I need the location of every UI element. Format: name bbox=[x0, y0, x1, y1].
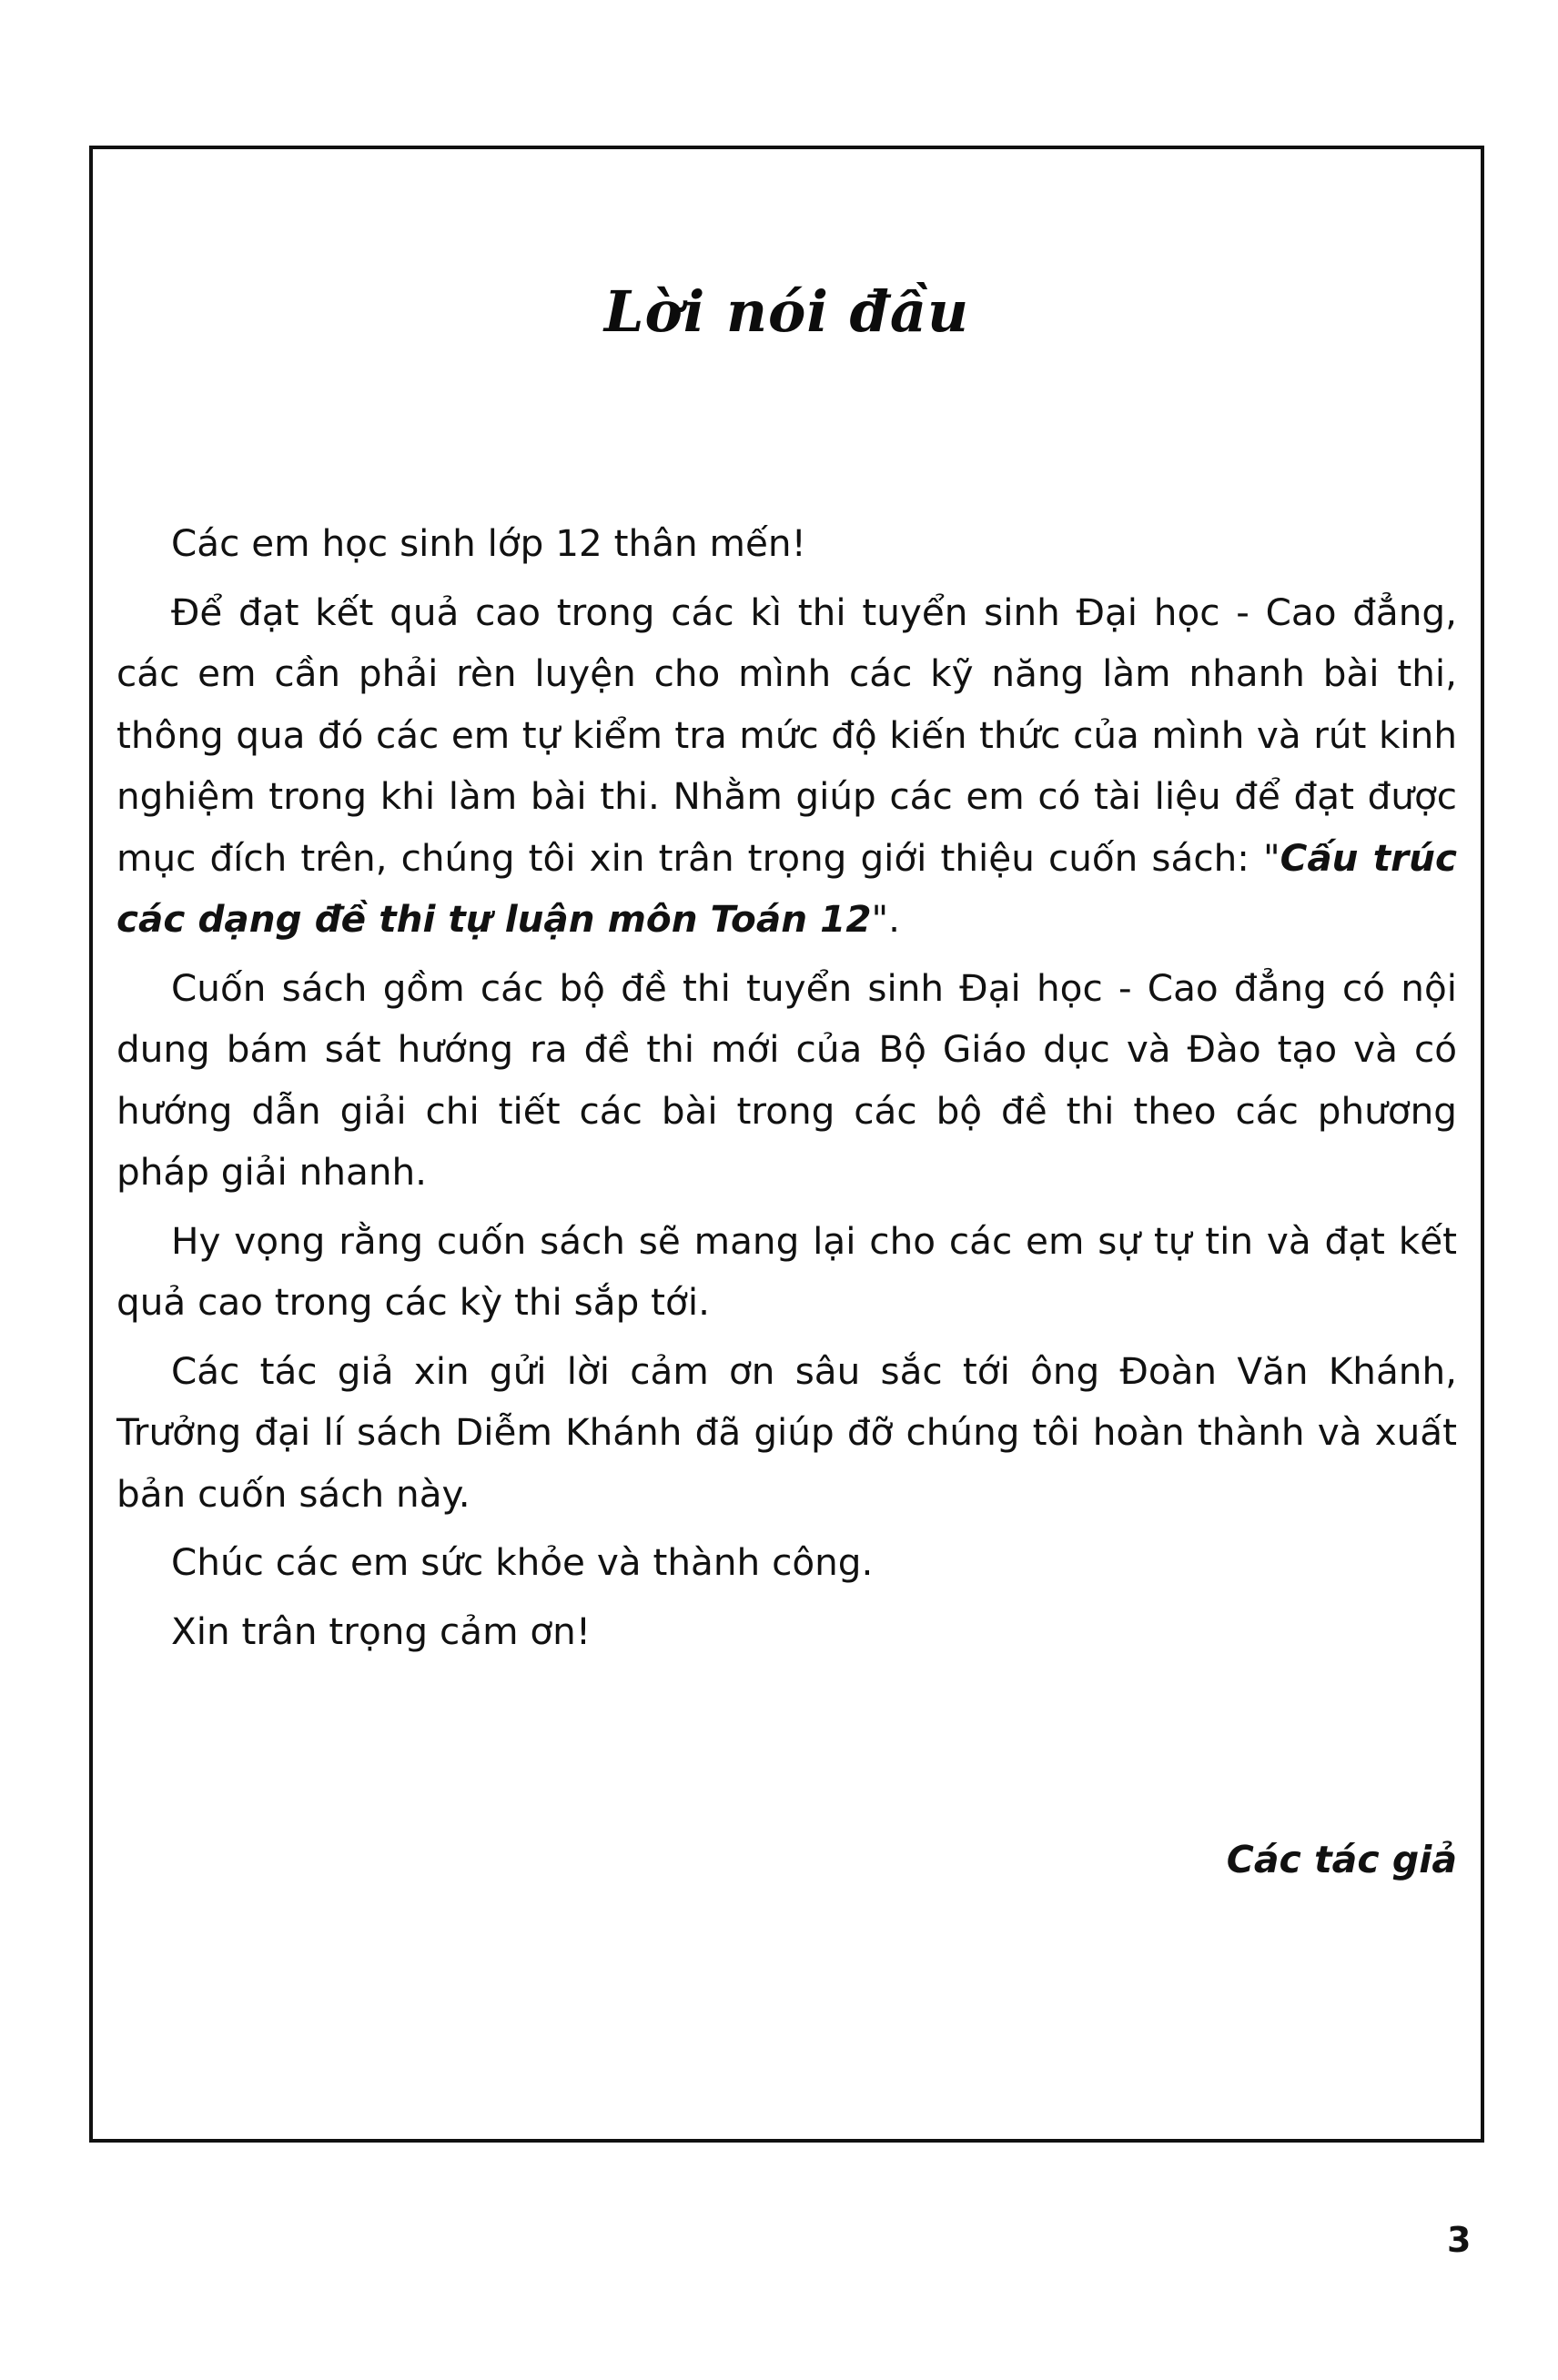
greeting-paragraph: Các em học sinh lớp 12 thân mến! bbox=[171, 521, 806, 565]
closing-paragraph: Xin trân trọng cảm ơn! bbox=[171, 1609, 592, 1653]
intro-text: Để đạt kết quả cao trong các kì thi tuyển sinh Đại học - Cao đẳng, các em cần phải rèn luyện cho mình các kỹ năng làm nhanh bài thi, thông qua đó các em tự kiểm tra mức độ kiến thức của mình và rút kinh nghiệm trong khi làm bài thi. Nhằm giúp các em có tài liệu để đạt được mục đích trên, chúng tôi xin trân trọng giới thiệu cuốn sách: " bbox=[116, 590, 1457, 880]
page-title: Lời nói đầu bbox=[603, 278, 970, 345]
page-number: 3 bbox=[1447, 2220, 1472, 2260]
content-paragraph: Cuốn sách gồm các bộ đề thi tuyển sinh Đại học - Cao đẳng có nội dung bám sát hướng ra đề thi mới của Bộ Giáo dục và Đào tạo và có hướng dẫn giải chi tiết các bài trong các bộ đề thi theo các phương pháp giải nhanh. bbox=[116, 965, 1457, 1194]
intro-paragraph bbox=[116, 582, 1457, 951]
wishes-paragraph: Chúc các em sức khỏe và thành công. bbox=[171, 1540, 874, 1584]
authors-signature: Các tác giả bbox=[1226, 1838, 1457, 1881]
hope-paragraph: Hy vọng rằng cuốn sách sẽ mang lại cho các em sự tự tin và đạt kết quả cao trong các kỳ thi sắp tới. bbox=[116, 1218, 1457, 1324]
intro-text-end: ". bbox=[871, 897, 901, 941]
preface-body bbox=[116, 513, 1457, 1669]
thanks-paragraph: Các tác giả xin gửi lời cảm ơn sâu sắc tới ông Đoàn Văn Khánh, Trưởng đại lí sách Diễm Khánh đã giúp đỡ chúng tôi hoàn thành và xuất bản cuốn sách này. bbox=[116, 1348, 1457, 1516]
preface-frame bbox=[89, 146, 1484, 2143]
book-title: Cấu trúc các dạng đề thi tự luận môn Toán 12 bbox=[116, 835, 1457, 941]
